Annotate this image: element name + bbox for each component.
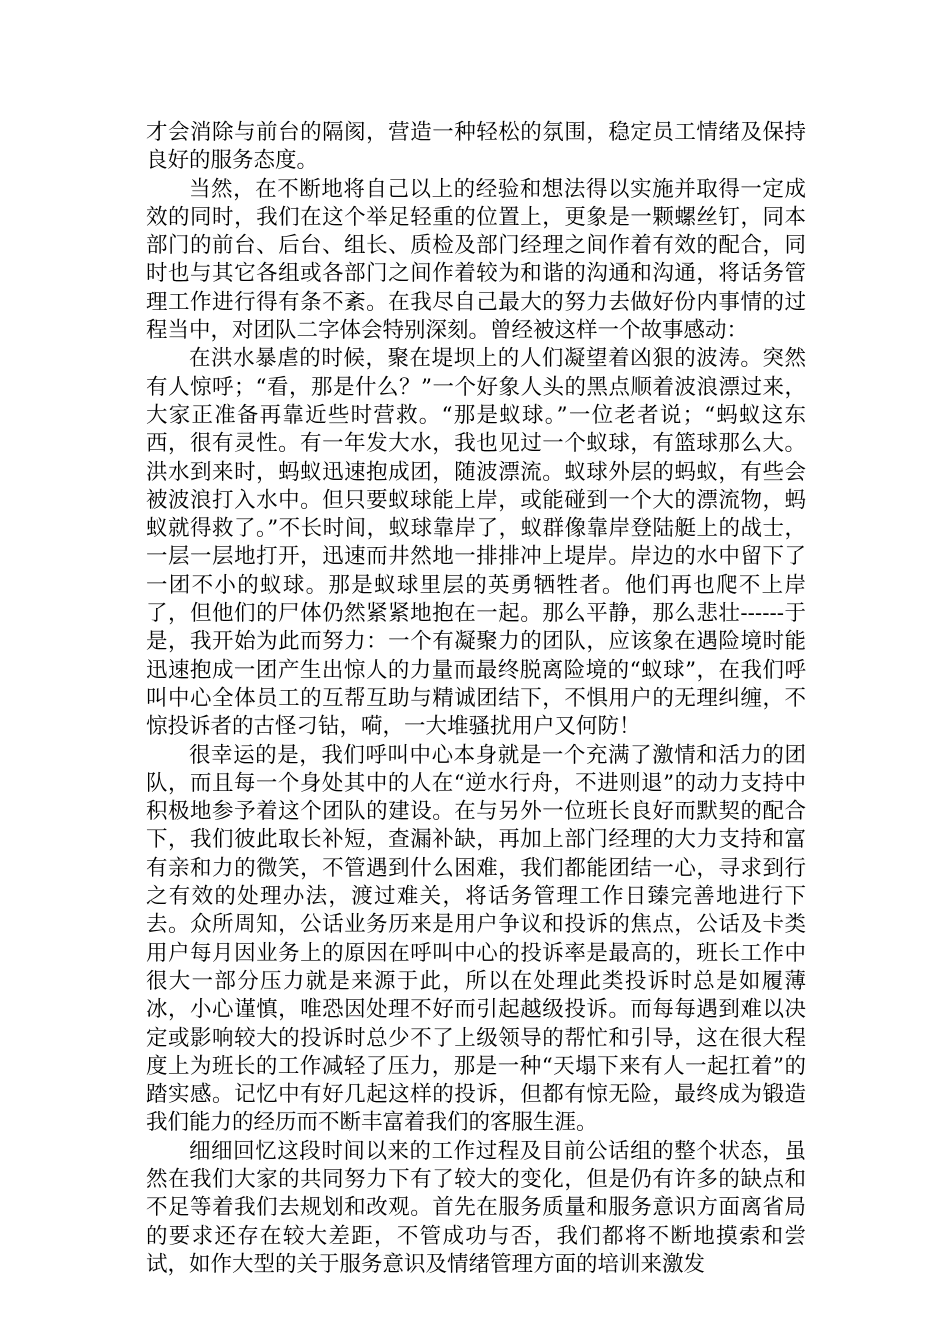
paragraph-4: 很幸运的是，我们呼叫中心本身就是一个充满了激情和活力的团队，而且每一个身处其中的人在“逆水行舟，不进则退”的动力支持中积极地参予着这个团队的建设。在与另外一位班长良好而默契的配合下，我们彼此取长补短，查漏补缺，再加上部门经理的大力支持和富有亲和力的微笑，不管遇到什么困难，我们都能团结一心，寻求到行之有效的处理办法，渡过难关，将话务管理工作日臻完善地进行下去。众所周知，公话业务历来是用户争议和投诉的焦点，公话及卡类用户每月因业务上的原因在呼叫中心的投诉率是最高的，班长工作中很大一部分压力就是来源于此，所以在处理此类投诉时总是如履薄冰，小心谨慎，唯恐因处理不好而引起越级投诉。而每每遇到难以决定或影响较大的投诉时总少不了上级领导的帮忙和引导，这在很大程度上为班长的工作减轻了压力，那是一种“天塌下来有人一起扛着”的踏实感。记忆中有好几起这样的投诉，但都有惊无险，最终成为锻造我们能力的经历而不断丰富着我们的客服生涯。 (146, 742, 806, 1136)
document-body (146, 119, 806, 1279)
paragraph-2: 当然，在不断地将自己以上的经验和想法得以实施并取得一定成效的同时，我们在这个举足轻重的位置上，更象是一颗螺丝钉，同本部门的前台、后台、组长、质检及部门经理之间作着有效的配合，同时也与其它各组或各部门之间作着较为和谐的沟通和沟通，将话务管理工作进行得有条不紊。在我尽自己最大的努力去做好份内事情的过程当中，对团队二字体会特别深刻。曾经被这样一个故事感动： (146, 176, 806, 344)
paragraph-3: 在洪水暴虐的时候，聚在堤坝上的人们凝望着凶狠的波涛。突然有人惊呼；“看，那是什么？”一个好象人头的黑点顺着波浪漂过来，大家正准备再靠近些时营救。“那是蚁球。”一位老者说；“蚂蚁这东西，很有灵性。有一年发大水，我也见过一个蚁球，有篮球那么大。洪水到来时，蚂蚁迅速抱成团，随波漂流。蚁球外层的蚂蚁，有些会被波浪打入水中。但只要蚁球能上岸，或能碰到一个大的漂流物，蚂蚁就得救了。”不长时间，蚁球靠岸了，蚁群像靠岸登陆艇上的战士，一层一层地打开，迅速而井然地一排排冲上堤岸。岸边的水中留下了一团不小的蚁球。那是蚁球里层的英勇牺牲者。他们再也爬不上岸了，但他们的尸体仍然紧紧地抱在一起。那么平静，那么悲壮------于是，我开始为此而努力：一个有凝聚力的团队，应该象在遇险境时能迅速抱成一团产生出惊人的力量而最终脱离险境的“蚁球”，在我们呼叫中心全体员工的互帮互助与精诚团结下，不惧用户的无理纠缠，不惊投诉者的古怪刁钻，嗬，一大堆骚扰用户又何防！ (146, 346, 806, 740)
paragraph-1: 才会消除与前台的隔阂，营造一种轻松的氛围，稳定员工情绪及保持良好的服务态度。 (146, 120, 806, 174)
paragraph-5: 细细回忆这段时间以来的工作过程及目前公话组的整个状态，虽然在我们大家的共同努力下有了较大的变化，但是仍有许多的缺点和不足等着我们去规划和改观。首先在服务质量和服务意识方面离省局的要求还存在较大差距，不管成功与否，我们都将不断地摸索和尝试，如作大型的关于服务意识及情绪管理方面的培训来激发 (146, 1138, 806, 1277)
